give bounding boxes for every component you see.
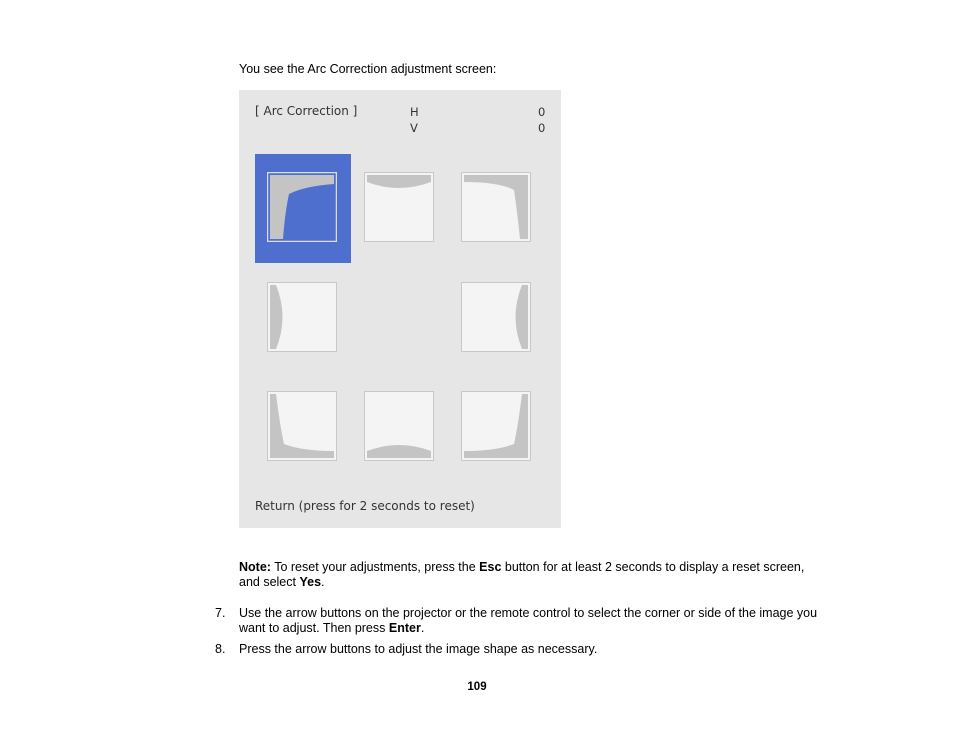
note-text-3: . xyxy=(321,575,325,589)
step-8-text: Press the arrow buttons to adjust the image shape as necessary. xyxy=(239,642,598,656)
page-number: 109 xyxy=(467,681,487,693)
step-7-number: 7. xyxy=(215,606,226,620)
bottom-side-tile[interactable] xyxy=(364,391,434,461)
note-text-2: button for at least 2 seconds to display a reset screen, and select xyxy=(239,560,805,589)
return-hint: Return (press for 2 seconds to reset) xyxy=(255,499,475,513)
arc-correction-screen xyxy=(239,90,561,528)
v-label: V xyxy=(410,121,418,135)
enter-key-label: Enter xyxy=(388,621,421,635)
note-label: Note: xyxy=(239,560,271,574)
step-7-text-1: Use the arrow buttons on the projector or the remote control to select the corner or side of the image you want to adjust. Then press xyxy=(239,606,818,635)
step-7-text xyxy=(239,606,829,636)
note-text-1: To reset your adjustments, press the xyxy=(270,560,480,574)
v-value: 0 xyxy=(538,121,546,135)
left-side-tile[interactable] xyxy=(267,282,337,352)
top-side-tile[interactable] xyxy=(364,172,434,242)
screen-title: [ Arc Correction ] xyxy=(255,104,358,118)
h-value: 0 xyxy=(538,105,546,119)
corner-bottom-right-tile[interactable] xyxy=(461,391,531,461)
step-7-text-2: . xyxy=(420,621,425,635)
h-label: H xyxy=(410,105,419,119)
corner-top-right-tile[interactable] xyxy=(461,172,531,242)
intro-text: You see the Arc Correction adjustment screen: xyxy=(239,62,497,76)
corner-top-left-tile[interactable] xyxy=(267,172,337,242)
right-side-tile[interactable] xyxy=(461,282,531,352)
corner-bottom-left-tile[interactable] xyxy=(267,391,337,461)
yes-label: Yes xyxy=(299,575,322,589)
esc-key-label: Esc xyxy=(479,560,502,574)
step-8-number: 8. xyxy=(215,642,226,656)
note-paragraph xyxy=(239,560,819,590)
